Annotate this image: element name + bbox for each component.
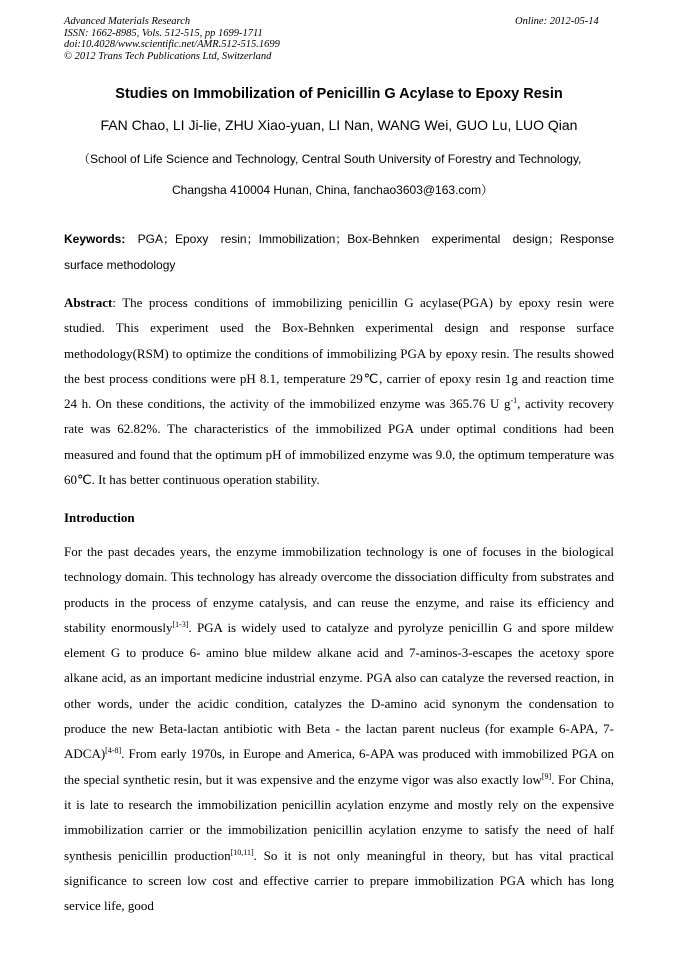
- intro-text-4: . For China, it is late to research the immobilization penicillin acylation enzyme and mostly rely on the expensive immobilization carrier or the immobilization penicillin acylation enzyme to satisfy the need of half synthesis penicillin production: [64, 771, 614, 863]
- citation-ref: [9]: [541, 771, 552, 781]
- intro-text-2: . PGA is widely used to catalyze and pyrolyze penicillin G and spore mildew element G to produce 6- amino blue mildew alkane acid and 7-aminos-3-escapes the acetoxy spore alkane acid, as an important medicine industrial enzyme. PGA also can catalyze the reversed reaction, in other words, under the acidic condition, catalyzes the D-amino acid synonym the condensation to produce the new Beta-lactan antibiotic with Beta - the lactan parent nucleus (for example 6-APA, 7-ADCA): [64, 619, 614, 762]
- abstract-label: Abstract: [64, 295, 113, 310]
- doi-line: doi:10.4028/www.scientific.net/AMR.512-515.1699: [64, 39, 280, 50]
- journal-header: [64, 16, 280, 62]
- intro-text-3: . From early 1970s, in Europe and America, 6-APA was produced with immobilized PGA on the special synthetic resin, but it was expensive and the enzyme vigor was also exactly low: [64, 746, 614, 787]
- abstract-text-1: : The process conditions of immobilizing penicillin G acylase(PGA) by epoxy resin were studied. This experiment used the Box-Behnken experimental design and response surface methodology(RSM) to optimize the conditions of immobilizing PGA by epoxy resin. The results showed the best process conditions were pH 8.1, temperature 29℃, carrier of epoxy resin 1g and reaction time 24 h. On these conditions, the activity of the immobilized enzyme was 365.76 U g: [64, 295, 614, 412]
- citation-ref: [1-3]: [172, 619, 189, 629]
- affiliation-line-1: （School of Life Science and Technology, Central South University of Forestry and Technology,: [78, 152, 582, 166]
- abstract-text-2: , activity recovery rate was 62.82%. The characteristics of the immobilized PGA under optimal conditions had been measured and found that the optimum pH of immobilized enzyme was 9.0, the optimum temperature was 60℃. It has better continuous operation stability.: [64, 396, 614, 488]
- keywords-text: PGA；Epoxy resin；Immobilization；Box-Behnken experimental design；Response surface methodology: [64, 232, 614, 272]
- paper-authors: FAN Chao, LI Ji-lie, ZHU Xiao-yuan, LI Nan, WANG Wei, GUO Lu, LUO Qian: [100, 117, 578, 133]
- introduction-body: [64, 539, 614, 918]
- abstract: [64, 290, 614, 492]
- intro-text-1: For the past decades years, the enzyme immobilization technology is one of focuses in the biological technology domain. This technology has already overcome the dissociation difficulty from substrates and products in the process of enzyme catalysis, and can reuse the enzyme, and raise its efficiency and stability enormously: [64, 544, 614, 635]
- citation-ref: [4-8]: [105, 746, 122, 756]
- abstract-unit-superscript: -1: [510, 396, 518, 406]
- copyright-line: © 2012 Trans Tech Publications Ltd, Switzerland: [64, 50, 272, 62]
- journal-name: Advanced Materials Research: [64, 16, 191, 27]
- introduction-heading: Introduction: [64, 510, 135, 525]
- keywords: [64, 226, 614, 278]
- paper-title: Studies on Immobilization of Penicillin G Acylase to Epoxy Resin: [115, 86, 563, 102]
- affiliation-line-2: Changsha 410004 Hunan, China, fanchao3603@163.com）: [172, 183, 494, 197]
- keywords-label: Keywords:: [64, 232, 126, 246]
- issn-line: ISSN: 1662-8985, Vols. 512-515, pp 1699-1711: [64, 27, 263, 39]
- intro-text-5: . So it is not only meaningful in theory, but has vital practical significance to screen low cost and effective carrier to prepare immobilization PGA which has long service life, good: [64, 847, 615, 914]
- online-date: Online: 2012-05-14: [515, 16, 599, 27]
- citation-ref: [10,11]: [230, 847, 254, 857]
